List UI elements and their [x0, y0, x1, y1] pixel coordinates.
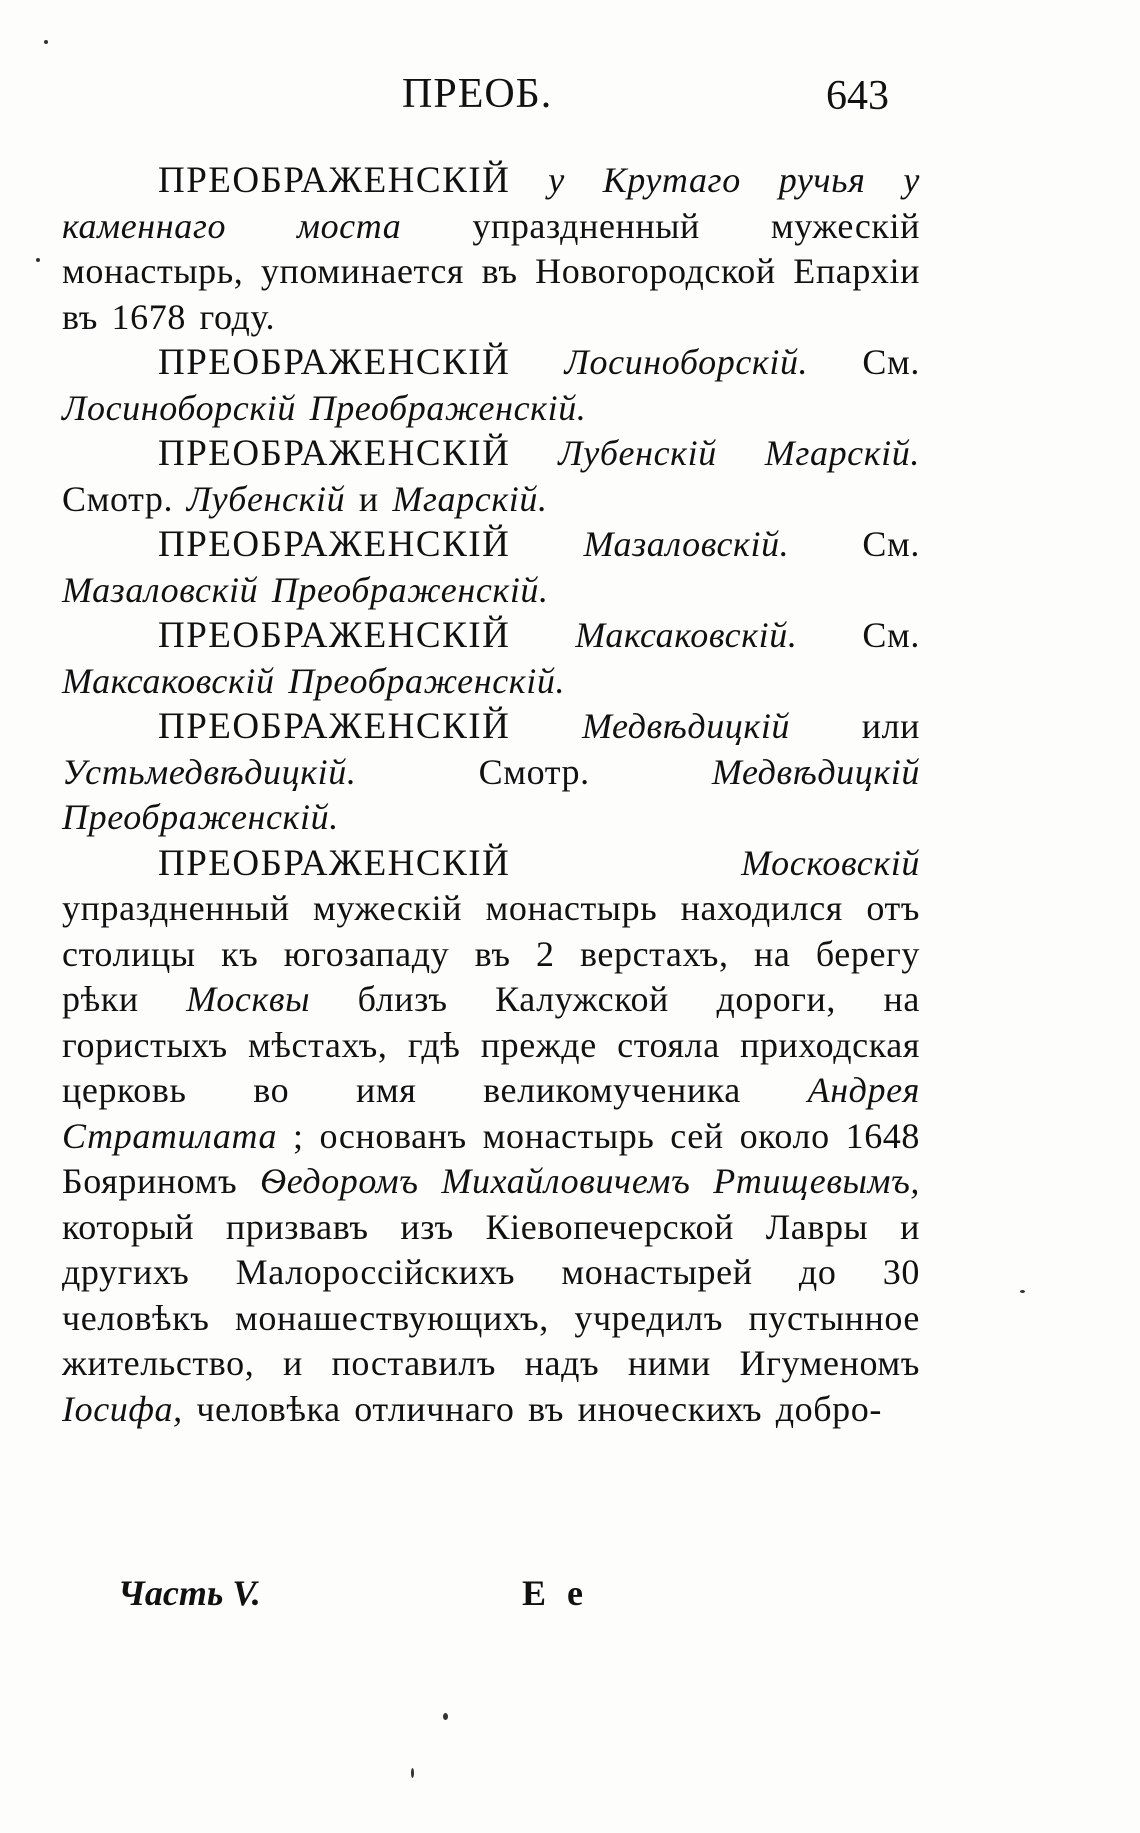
- entry-maksakovskiy: [62, 613, 920, 704]
- entry-text: Смотр.: [478, 751, 590, 792]
- entry-text: ; основанъ монастырь сей около 1648 Бояриномъ: [62, 1115, 920, 1201]
- entry-name: Лубенскій Мгарскій.: [558, 433, 920, 473]
- page-header: [0, 70, 1140, 130]
- volume-part: Часть V.: [118, 1573, 261, 1613]
- entry-reference: Мазаловскій Преображенскій.: [62, 569, 549, 610]
- entry-reference: Ѳедоромъ Михайловичемъ Ртищевымъ,: [260, 1161, 920, 1201]
- entry-text: См.: [862, 524, 920, 564]
- entry-reference: Москвы: [186, 979, 311, 1019]
- entry-text: См.: [862, 342, 920, 382]
- ink-speck: [443, 1713, 448, 1720]
- entry-name: Максаковскій.: [575, 615, 798, 655]
- entry-text: который призвавъ изъ Кіевопечерской Лавры и другихъ Малороссійскихъ монастырей до 30 человѣкъ монашествующихъ, учредилъ пустынное жительство, и поставилъ надъ ними Игуменомъ: [62, 1206, 920, 1383]
- ink-speck: [1020, 1290, 1025, 1293]
- signature-mark: Е е: [522, 1573, 589, 1613]
- entry-headword: ПРЕОБРАЖЕНСКІЙ: [158, 160, 511, 201]
- ink-speck: [36, 258, 40, 262]
- entry-name: Московскій: [741, 842, 920, 883]
- entry-text: упраздненный мужескій монастырь, упоминается въ Новогородской Епархіи въ 1678 году.: [62, 205, 920, 337]
- entry-headword: ПРЕОБРАЖЕНСКІЙ: [158, 433, 511, 474]
- entry-text: и: [358, 478, 379, 519]
- entry-krutago: [62, 158, 920, 340]
- entry-headword: ПРЕОБРАЖЕНСКІЙ: [158, 524, 511, 565]
- entry-text: См.: [862, 615, 920, 655]
- entry-reference: Іосифа,: [62, 1388, 183, 1429]
- page-footer: [118, 1572, 818, 1622]
- entry-reference: Медвѣдицкій Преображенскій.: [62, 751, 920, 837]
- ink-speck: [44, 40, 48, 44]
- entry-mazalovskiy: [62, 522, 920, 613]
- entry-lubenskiy: [62, 431, 920, 522]
- entry-name: у Крутаго ручья у каменнаго моста: [62, 160, 920, 246]
- entry-name: Мазаловскій.: [583, 524, 790, 564]
- entry-text: близъ Калужской дороги, на гористыхъ мѣстахъ, гдѣ прежде стояла приходская церковь во имя великомученика: [62, 979, 920, 1110]
- entry-reference: Лубенскій: [186, 478, 346, 519]
- entry-losinoborskiy: [62, 340, 920, 431]
- entry-headword: ПРЕОБРАЖЕНСКІЙ: [158, 842, 511, 884]
- entry-text: человѣка отличнаго въ иноческихъ добро-: [196, 1388, 882, 1429]
- ink-speck: [411, 1768, 414, 1778]
- entry-headword: ПРЕОБРАЖЕНСКІЙ: [158, 342, 511, 383]
- entry-reference: Устьмедвѣдицкій.: [62, 751, 357, 792]
- entry-name: Лосиноборскій.: [564, 342, 809, 382]
- page-number: 643: [826, 73, 889, 119]
- entry-text: Смотр.: [62, 478, 174, 519]
- entry-reference: Максаковскій Преображенскій.: [62, 660, 566, 701]
- entry-reference: Мгарскій.: [392, 478, 548, 519]
- entry-reference: Лосиноборскій Преображенскій.: [62, 387, 587, 428]
- entry-moskovskiy: [62, 841, 920, 1433]
- entry-text: упраздненный мужескій монастырь находился отъ столицы къ югозападу въ 2 верстахъ, на берегу рѣки: [62, 888, 920, 1019]
- entry-text: или: [861, 706, 920, 746]
- entry-reference: Андрея Стратилата: [62, 1070, 920, 1156]
- entry-headword: ПРЕОБРАЖЕНСКІЙ: [158, 706, 511, 747]
- entry-name: Медвѣдицкій: [581, 706, 791, 746]
- running-title: ПРЕОБ.: [402, 71, 553, 117]
- entry-headword: ПРЕОБРАЖЕНСКІЙ: [158, 615, 511, 656]
- entry-medveditskiy: [62, 704, 920, 841]
- page-body: [62, 158, 920, 1432]
